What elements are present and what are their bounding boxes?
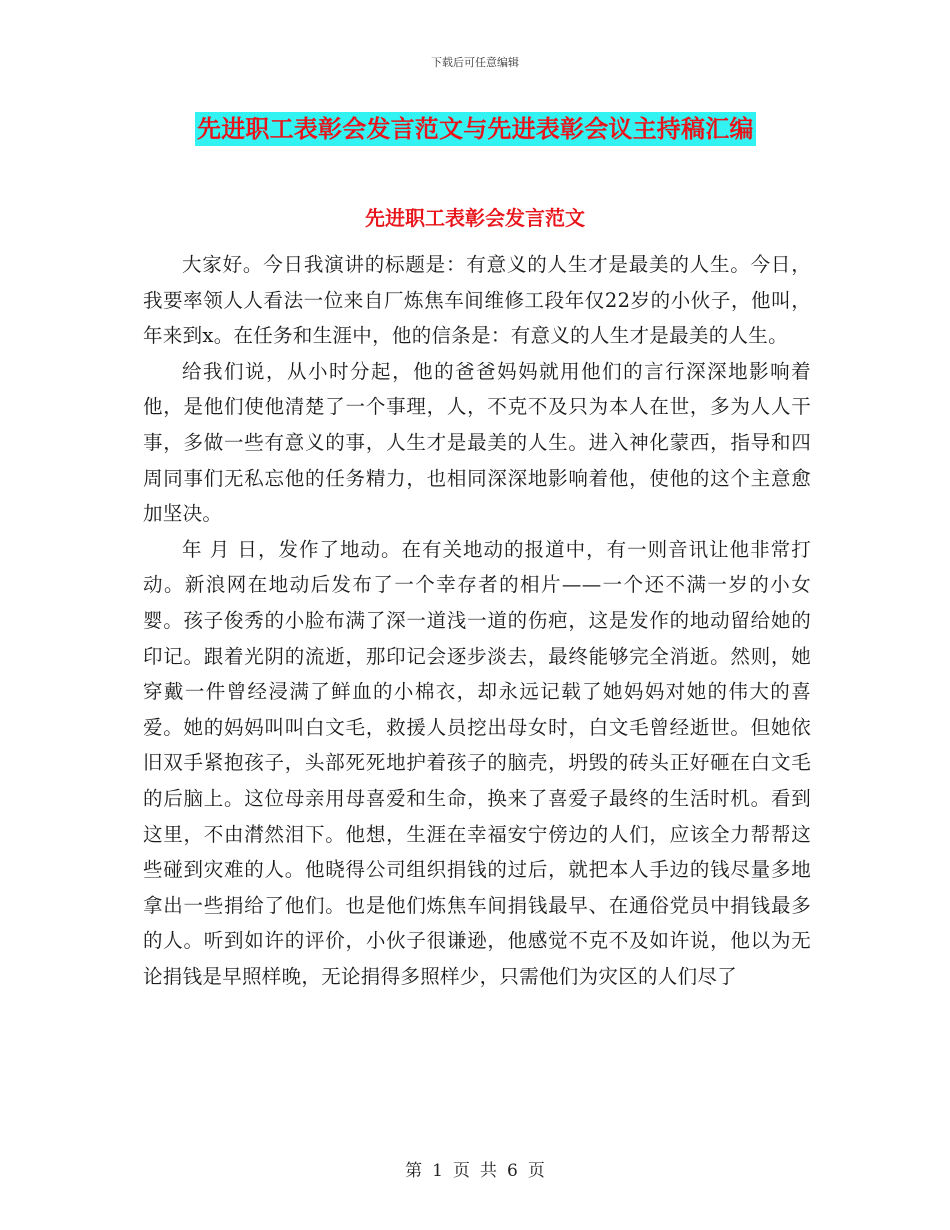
page-label: 第 [405,1161,423,1181]
page-footer [0,1156,950,1181]
paragraph-2: 给我们说，从小时分起，他的爸爸妈妈就用他们的言行深深地影响着他，是他们使他清楚了一个事理，人，不克不及只为本人在世，多为人人干事，多做一些有意义的事，人生才是最美的人生。进入神化蒙西，指导和四周同事们无私忘他的任务精力，也相同深深地影响着他，使他的这个主意愈加坚决。 [143,359,811,526]
page-unit: 页 [453,1161,470,1181]
header-note: 下载后可任意编辑 [431,56,519,69]
total-pages-number: 6 [507,1161,518,1181]
document-title-block [195,112,756,146]
current-page-number: 1 [432,1161,443,1181]
document-title: 先进职工表彰会发言范文与先进表彰会议主持稿汇编 [195,112,756,146]
paragraph-1: 大家好。今日我演讲的标题是：有意义的人生才是最美的人生。今日，我要率领人人看法一位来自厂炼焦车间维修工段年仅22岁的小伙子，他叫，年来到x。在任务和生涯中，他的信条是：有意义的人生才是最美的人生。 [143,253,811,348]
section-title: 先进职工表彰会发言范文 [365,206,585,230]
total-unit: 页 [527,1161,545,1181]
document-body [143,247,811,994]
paragraph-3: 年 月 日，发作了地动。在有关地动的报道中，有一则音讯让他非常打动。新浪网在地动后发布了一个幸存者的相片——一个还不满一岁的小女婴。孩子俊秀的小脸布满了深一道浅一道的伤疤，这是发作的地动留给她的印记。跟着光阴的流逝，那印记会逐步淡去，最终能够完全消逝。然则，她穿戴一件曾经浸满了鲜血的小棉衣，却永远记载了她妈妈对她的伟大的喜爱。她的妈妈叫叫白文毛，救援人员挖出母女时，白文毛曾经逝世。但她依旧双手紧抱孩子，头部死死地护着孩子的脑壳，坍毁的砖头正好砸在白文毛的后脑上。这位母亲用母喜爱和生命，换来了喜爱子最终的生活时机。看到这里，不由潸然泪下。他想，生涯在幸福安宁傍边的人们，应该全力帮帮这些碰到灾难的人。他晓得公司组织捐钱的过后，就把本人手边的钱尽量多地拿出一些捐给了他们。也是他们炼焦车间捐钱最早、在通俗党员中捐钱最多的人。听到如许的评价，小伙子很谦逊，他感觉不克不及如许说，他以为无论捐钱是早照样晚，无论捐得多照样少，只需他们为灾区的人们尽了 [143,537,811,988]
total-label: 共 [480,1161,497,1181]
